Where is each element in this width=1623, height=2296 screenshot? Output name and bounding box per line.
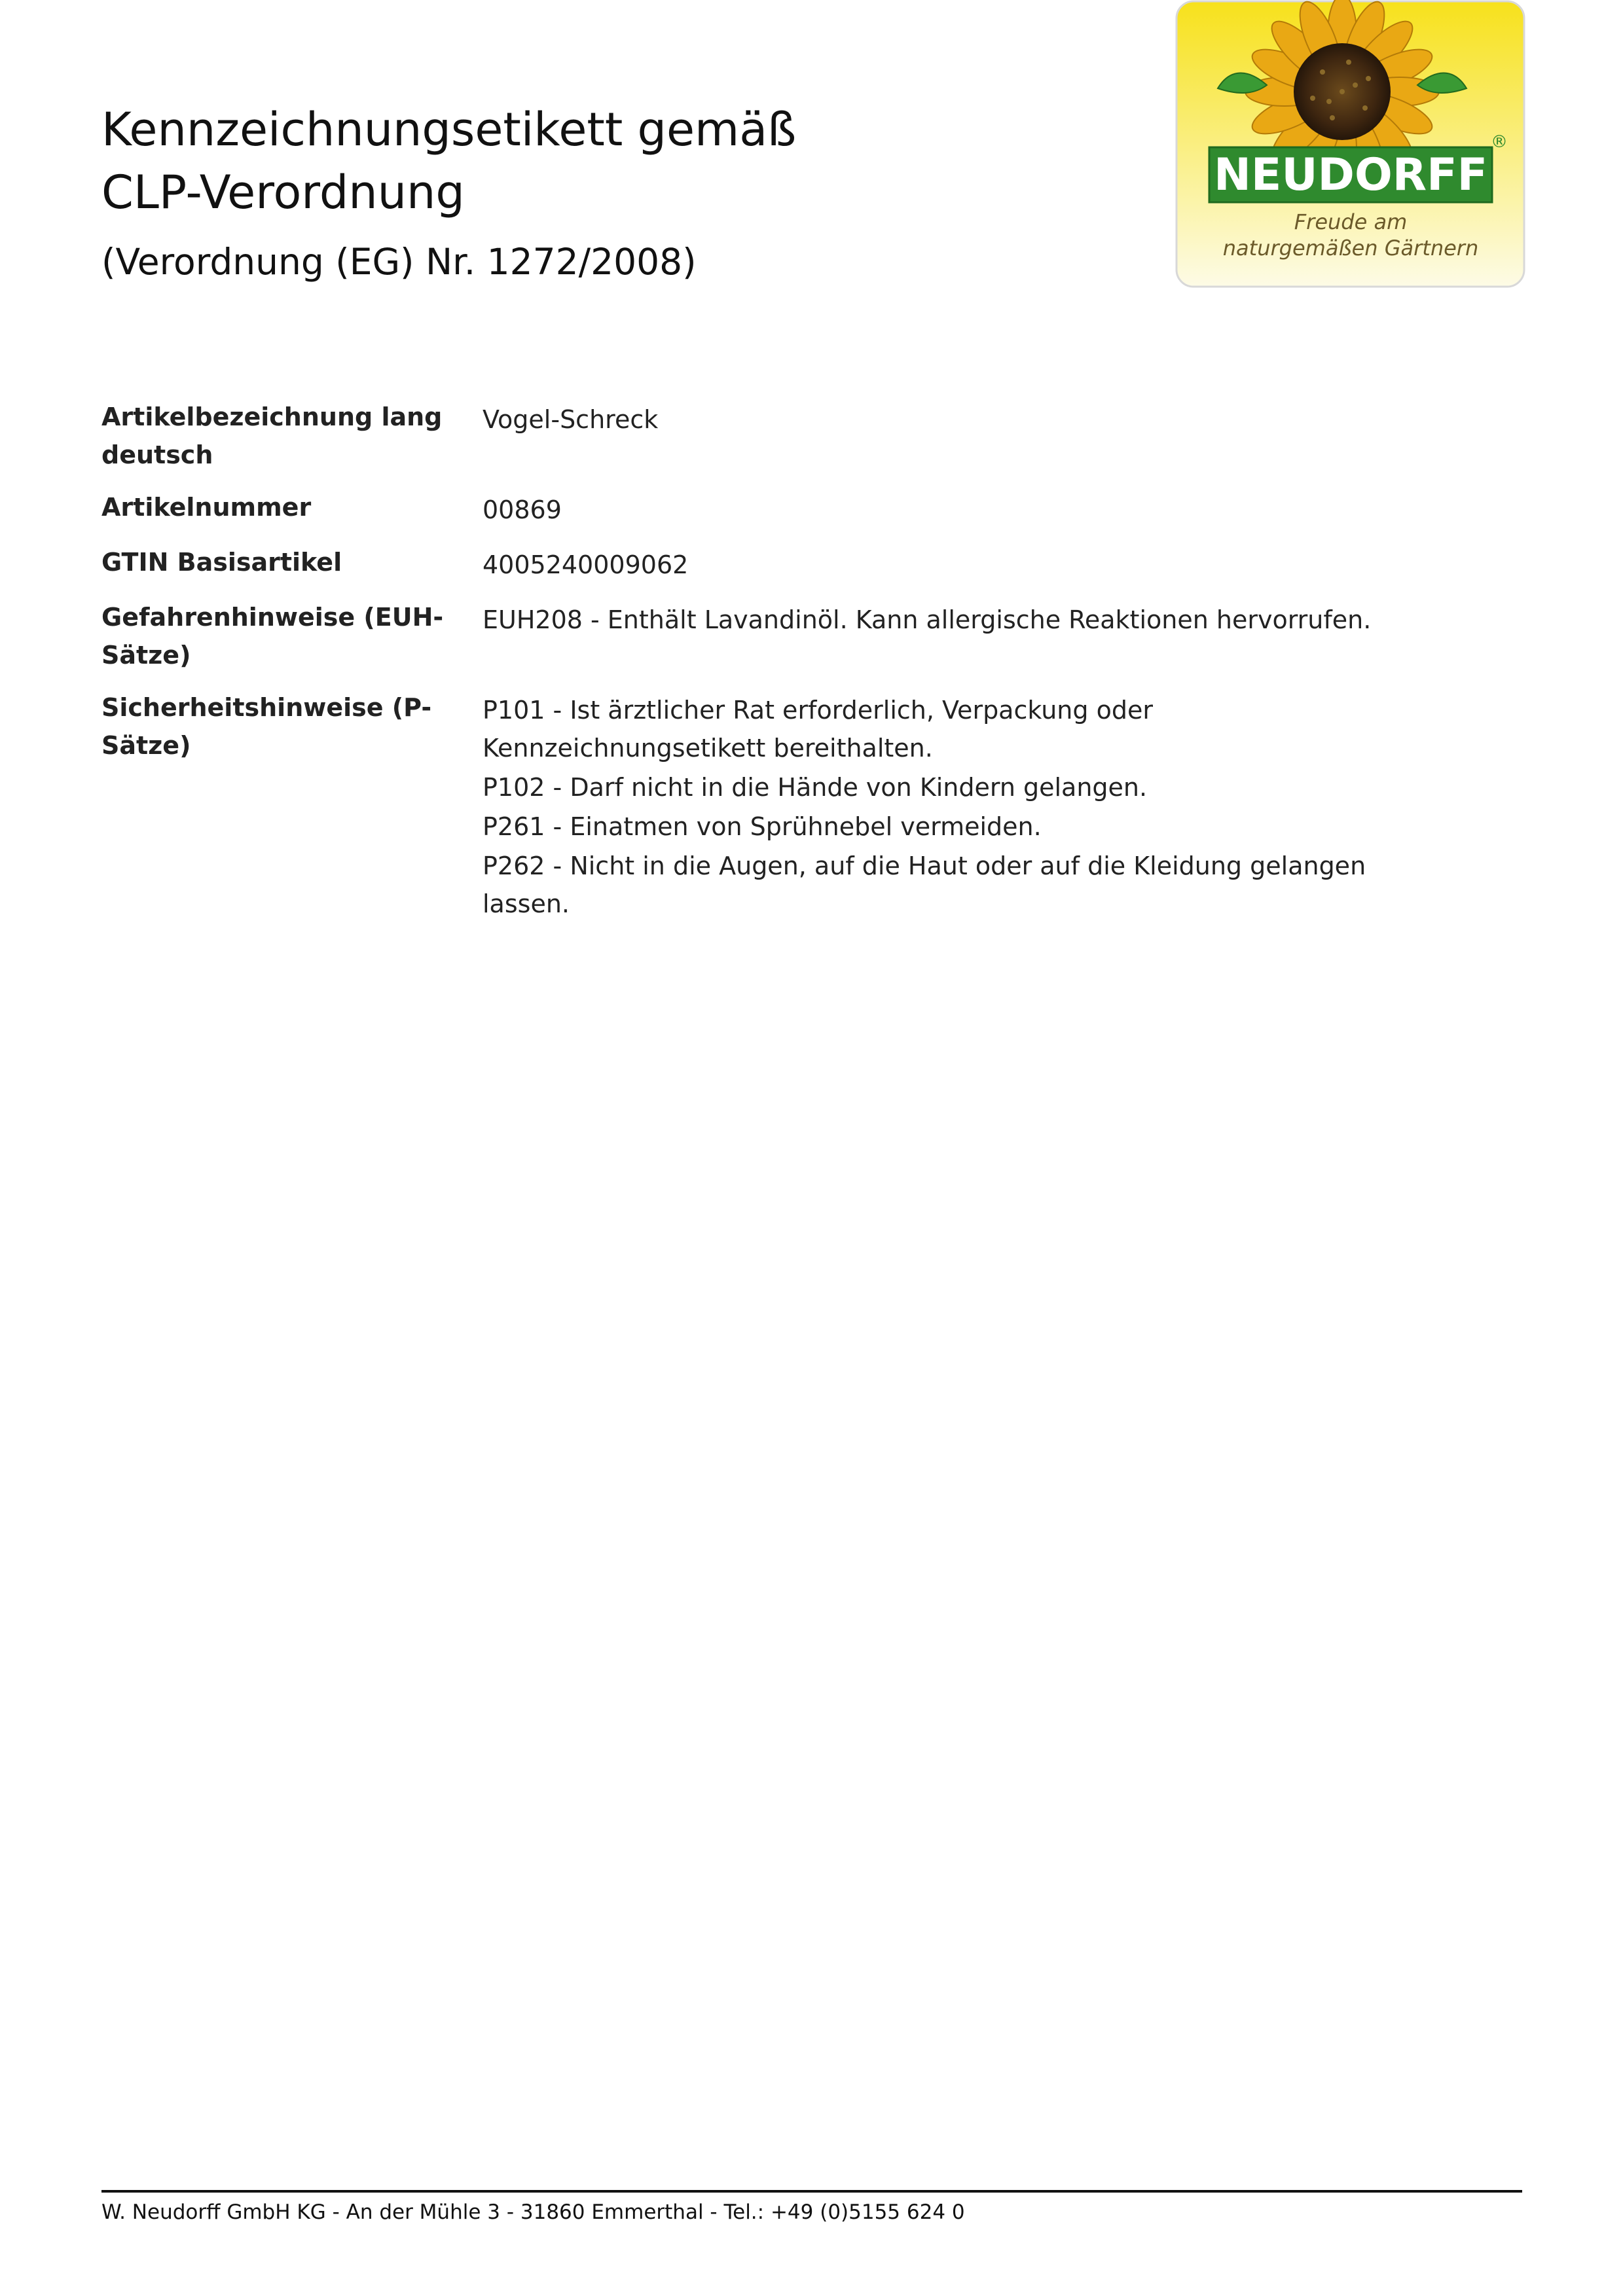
value-article-name: Vogel-Schreck	[483, 405, 659, 434]
value-precautionary-statements	[483, 689, 1444, 939]
value-hazard-statements: EUH208 - Enthält Lavandinöl. Kann allergische Reaktionen hervorrufen.	[483, 605, 1372, 634]
footer-address: W. Neudorff GmbH KG - An der Mühle 3 - 31860 Emmerthal - Tel.: +49 (0)5155 624 0	[101, 2200, 965, 2224]
page-title	[101, 98, 796, 224]
page-subtitle: (Verordnung (EG) Nr. 1272/2008)	[101, 241, 697, 283]
p-statement-p262: P262 - Nicht in die Augen, auf die Haut oder auf die Kleidung gelangen lassen.	[483, 852, 1366, 918]
svg-text:Freude am: Freude am	[1294, 209, 1408, 234]
table-row-gtin	[101, 543, 1444, 598]
table-row-article-number	[101, 488, 1444, 543]
label-article-name: Artikelbezeichnung lang deutsch	[101, 403, 443, 469]
product-info-table	[101, 398, 1444, 939]
svg-text:naturgemäßen Gärtnern: naturgemäßen Gärtnern	[1222, 236, 1479, 260]
label-hazard-statements: Gefahrenhinweise (EUH-Sätze)	[101, 603, 444, 670]
table-row-precautionary-statements	[101, 689, 1444, 939]
label-precautionary-statements: Sicherheitshinweise (P-Sätze)	[101, 693, 432, 760]
value-article-number: 00869	[483, 495, 562, 524]
p-statement-p102: P102 - Darf nicht in die Hände von Kindern gelangen.	[483, 773, 1148, 802]
table-row-article-name	[101, 398, 1444, 488]
footer-divider	[101, 2190, 1522, 2193]
neudorff-logo	[1175, 0, 1525, 289]
table-row-hazard-statements	[101, 598, 1444, 689]
svg-text:NEUDORFF: NEUDORFF	[1213, 149, 1488, 201]
label-gtin: GTIN Basisartikel	[101, 548, 342, 577]
title-line-1: Kennzeichnungsetikett gemäß	[101, 103, 797, 156]
svg-text:®: ®	[1491, 132, 1508, 152]
p-statement-p261: P261 - Einatmen von Sprühnebel vermeiden.	[483, 812, 1042, 841]
title-line-2: CLP-Verordnung	[101, 166, 465, 219]
p-statement-p101: P101 - Ist ärztlicher Rat erforderlich, Verpackung oder Kennzeichnungsetikett bereithalten.	[483, 696, 1153, 762]
label-article-number: Artikelnummer	[101, 493, 312, 522]
value-gtin: 4005240009062	[483, 550, 689, 579]
